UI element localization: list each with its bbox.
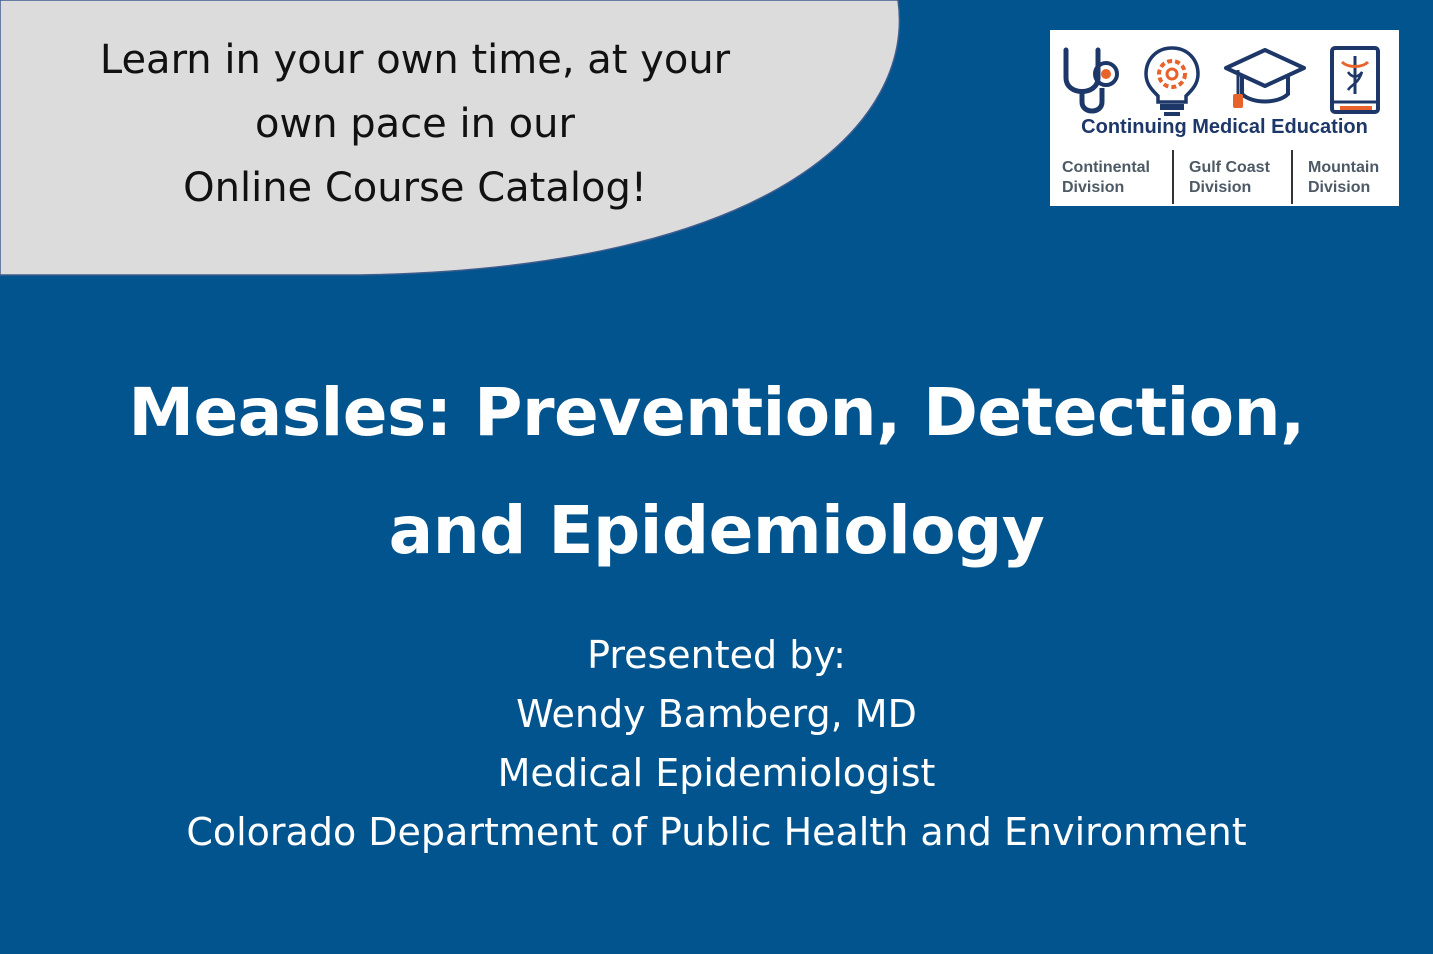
division-separator [1172,150,1174,204]
presenter-info [0,626,1433,862]
division-continental [1062,158,1150,198]
tagline-line-3: Online Course Catalog! [183,165,647,211]
course-title-line-2: and Epidemiology [388,492,1045,569]
division-name: Mountain [1308,159,1380,176]
presenter-name: Wendy Bamberg, MD [516,692,917,736]
tagline-line-2: own pace in our [255,101,575,147]
presenter-organization: Colorado Department of Public Health and Environment [186,810,1247,854]
cme-logo [1050,30,1399,206]
course-title-line-1: Measles: Prevention, Detection, [128,374,1305,451]
stethoscope-icon [1058,44,1122,118]
presenter-label: Presented by: [587,633,846,677]
division-gulf-coast [1189,158,1270,198]
tagline [30,28,800,220]
presenter-role: Medical Epidemiologist [497,751,936,795]
division-name: Continental [1062,159,1150,176]
division-name: Gulf Coast [1189,159,1270,176]
logo-icons [1050,36,1399,120]
division-label: Division [1189,179,1252,196]
lightbulb-gear-icon [1140,44,1204,118]
logo-brand-text: Continuing Medical Education [1081,116,1368,138]
graduation-cap-icon [1222,44,1308,118]
logo-divisions [1050,150,1399,206]
course-title [0,354,1433,590]
division-separator [1291,150,1293,204]
division-label: Division [1062,179,1125,196]
division-label: Division [1308,179,1371,196]
medical-book-icon [1326,44,1386,118]
division-mountain [1308,158,1379,198]
tagline-line-1: Learn in your own time, at your [99,37,731,83]
